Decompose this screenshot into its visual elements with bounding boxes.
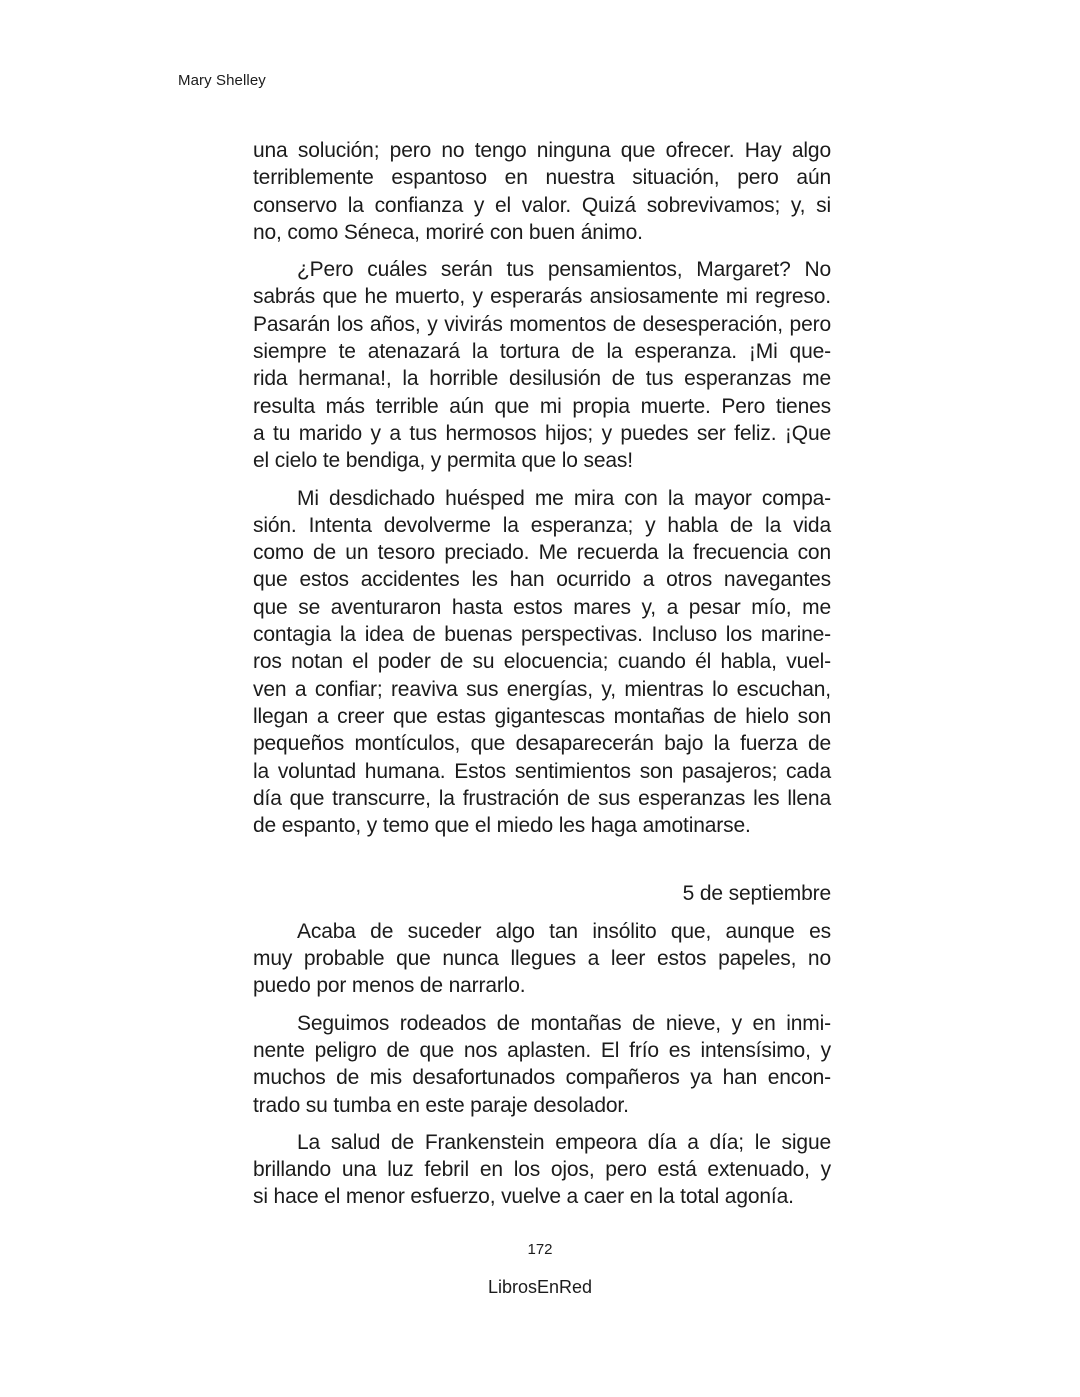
text-line: ven a confiar; reaviva sus energías, y, mientras lo escuchan, [253, 677, 831, 701]
date-heading: 5 de septiembre [682, 882, 831, 906]
paragraph [253, 918, 831, 1000]
text-line: brillando una luz febril en los ojos, pero está extenuado, y [253, 1158, 831, 1182]
text-line: que se aventuraron hasta estos mares y, a pesar mío, me [253, 595, 831, 619]
text-line: nente peligro de que nos aplasten. El frío es intensísimo, y [253, 1038, 831, 1062]
text-block [253, 137, 831, 1221]
text-line: contagia la idea de buenas perspectivas. Incluso los marine- [253, 623, 831, 647]
text-line: rida hermana!, la horrible desilusión de tus esperanzas me [253, 367, 831, 391]
text-line: trado su tumba en este paraje desolador. [253, 1093, 629, 1117]
paragraph [253, 1129, 831, 1211]
text-line: muchos de mis desafortunados compañeros ya han encon- [253, 1066, 831, 1090]
text-line: a tu marido y a tus hermosos hijos; y puedes ser feliz. ¡Que [253, 421, 831, 445]
text-line: si hace el menor esfuerzo, vuelve a caer en la total agonía. [253, 1185, 794, 1209]
text-line: sabrás que he muerto, y esperarás ansiosamente mi regreso. [253, 285, 831, 309]
text-line: conservo la confianza y el valor. Quizá sobrevivamos; y, si [253, 193, 831, 217]
text-line: ¿Pero cuáles serán tus pensamientos, Margaret? No [297, 258, 831, 282]
running-header-author: Mary Shelley [178, 72, 266, 89]
text-line: resulta más terrible aún que mi propia muerte. Pero tienes [253, 394, 831, 418]
paragraph [253, 137, 831, 246]
publisher-imprint: LibrosEnRed [487, 1277, 593, 1297]
text-line: como de un tesoro preciado. Me recuerda la frecuencia con [253, 541, 831, 565]
text-line: ros notan el poder de su elocuencia; cuando él habla, vuel- [253, 650, 831, 674]
paragraph [253, 485, 831, 840]
text-line: La salud de Frankenstein empeora día a día; le sigue [297, 1130, 831, 1154]
text-line: puedo por menos de narrarlo. [253, 974, 526, 998]
text-line: día que transcurre, la frustración de sus esperanzas les llena [253, 786, 831, 810]
text-line: pequeños montículos, que desaparecerán bajo la fuerza de [253, 732, 831, 756]
text-line: la voluntad humana. Estos sentimientos son pasajeros; cada [253, 759, 831, 783]
paragraph [253, 1010, 831, 1119]
text-line: muy probable que nunca llegues a leer estos papeles, no [253, 947, 831, 971]
text-line: el cielo te bendiga, y permita que lo seas! [253, 449, 633, 473]
text-line: Seguimos rodeados de montañas de nieve, y en inmi- [297, 1011, 831, 1035]
text-line: que estos accidentes les han ocurrido a otros navegantes [253, 568, 831, 592]
text-line: terriblemente espantoso en nuestra situación, pero aún [253, 166, 831, 190]
text-line: siempre te atenazará la tortura de la esperanza. ¡Mi que- [253, 340, 831, 364]
text-line: Mi desdichado huésped me mira con la mayor compa- [297, 486, 831, 510]
text-line: Pasarán los años, y vivirás momentos de desesperación, pero [253, 312, 831, 336]
paragraph [253, 256, 831, 474]
text-line: no, como Séneca, moriré con buen ánimo. [253, 220, 643, 244]
text-line: sión. Intenta devolverme la esperanza; y habla de la vida [253, 513, 831, 537]
text-line: una solución; pero no tengo ninguna que ofrecer. Hay algo [253, 139, 831, 162]
text-line: llegan a creer que estas gigantescas montañas de hielo son [253, 704, 831, 728]
page-number: 172 [527, 1241, 553, 1258]
text-line: de espanto, y temo que el miedo les haga amotinarse. [253, 814, 751, 838]
text-line: Acaba de suceder algo tan insólito que, aunque es [297, 919, 831, 943]
